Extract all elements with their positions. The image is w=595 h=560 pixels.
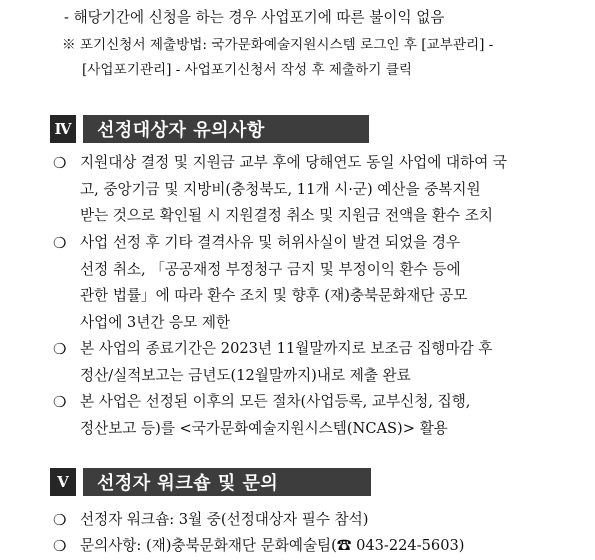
bullet-icon: ❍ [53,537,67,555]
section-5-title: 선정자 워크숍 및 문의 [83,468,371,496]
bullet-icon: ❍ [53,393,67,411]
section-4-number: Ⅳ [50,115,76,143]
item-line: 지원대상 결정 및 지원금 교부 후에 당해연도 동일 사업에 대하여 국 [80,154,508,171]
bullet-icon: ❍ [53,154,67,172]
section-5-item-1 [80,507,550,534]
item-line: 받는 것으로 확인될 시 지원결정 취소 및 지원금 전액을 환수 조치 [80,207,493,224]
item-line: 사업에 3년간 응모 제한 [80,313,231,331]
item-line: 관한 법률」에 따라 환수 조치 및 향후 (재)충북문화재단 공모 [80,287,468,304]
section-4-title: 선정대상자 유의사항 [83,115,369,143]
section-5-number: Ⅴ [50,468,76,496]
section-5-item-2 [80,533,550,560]
item-line: 사업 선정 후 기타 결격사유 및 허위사실이 발견 되었을 경우 [80,234,461,251]
bullet-icon: ❍ [53,340,67,358]
no-penalty-note: - 해당기간에 신청을 하는 경우 사업포기에 따른 불이익 없음 [64,9,445,26]
item-line: 본 사업의 종료기간은 2023년 11월말까지로 보조금 집행마감 후 [80,340,493,357]
item-line: 선정 취소, 「공공재정 부정청구 금지 및 부정이익 환수 등에 [80,260,461,278]
withdrawal-method-note-line2: [사업포기관리] - 사업포기신청서 작성 후 제출하기 클릭 [82,62,413,78]
item-line: 선정자 워크숍: 3월 중(선정대상자 필수 참석) [80,511,369,528]
section-4-item-2 [80,230,550,336]
bullet-icon: ❍ [53,234,67,252]
section-4-item-1 [80,150,550,230]
section-4-item-4 [80,389,550,442]
bullet-icon: ❍ [53,511,67,529]
item-line: 고, 중앙기금 및 지방비(충청북도, 11개 시·군) 예산을 중복지원 [80,180,481,198]
item-line: 정산보고 등)를 <국가문화예술지원시스템(NCAS)> 활용 [80,419,448,437]
section-4-item-3 [80,336,550,389]
item-line: 본 사업은 선정된 이후의 모든 절차(사업등록, 교부신청, 집행, [80,393,471,410]
item-line: 정산/실적보고는 금년도(12월말까지)내로 제출 완료 [80,366,411,384]
withdrawal-method-note-line1: ※ 포기신청서 제출방법: 국가문화예술지원시스템 로그인 후 [교부관리] - [62,37,494,53]
item-line: 문의사항: (재)충북문화재단 문화예술팀(☎ 043-224-5603) [80,537,465,554]
